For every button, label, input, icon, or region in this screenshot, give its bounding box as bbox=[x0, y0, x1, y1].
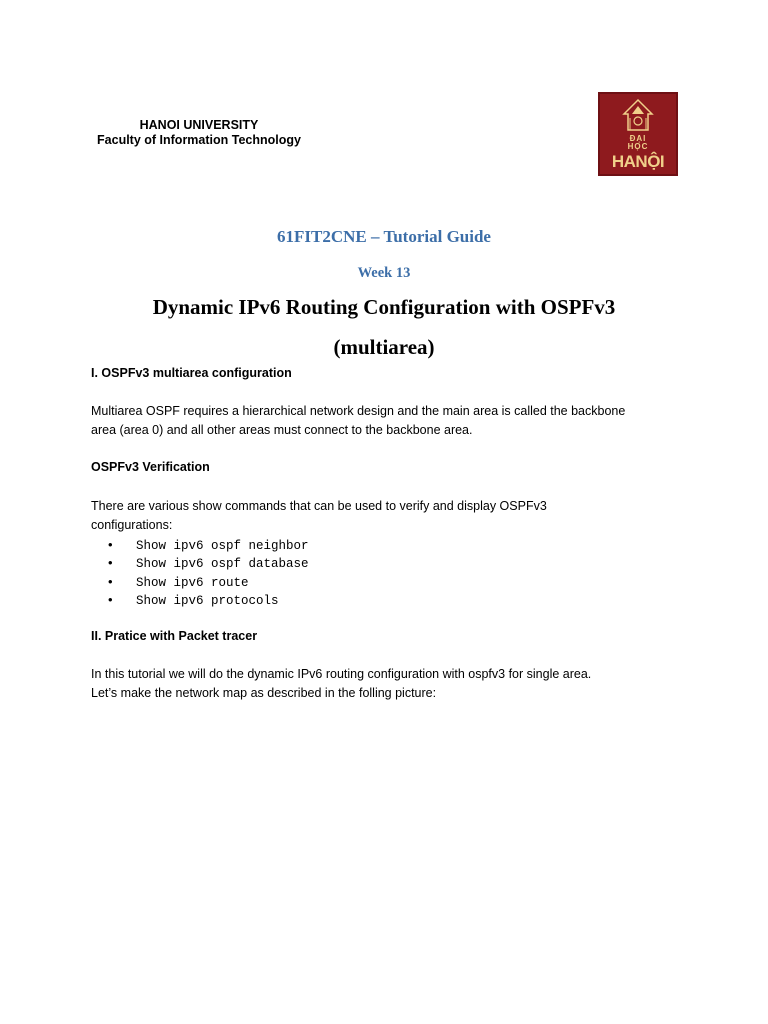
list-item bbox=[108, 554, 309, 572]
section-2-paragraph bbox=[91, 665, 691, 703]
institution-header bbox=[94, 118, 304, 148]
logo-text-dai: ĐẠI bbox=[629, 134, 647, 143]
bullet-icon: • bbox=[108, 537, 113, 552]
command-text: Show ipv6 ospf database bbox=[136, 557, 309, 572]
logo-text-hoc: HỌC bbox=[627, 142, 649, 151]
title-line-2: (multiarea) bbox=[333, 335, 435, 359]
logo-text-hanoi: HANỘI bbox=[611, 152, 665, 171]
list-item bbox=[108, 573, 309, 591]
paragraph-line: configurations: bbox=[91, 518, 173, 532]
command-list bbox=[108, 536, 309, 609]
section-1-paragraph bbox=[91, 402, 691, 440]
list-item bbox=[108, 536, 309, 554]
paragraph-line: Let’s make the network map as described in the folling picture: bbox=[91, 686, 437, 700]
section-2-heading: II. Pratice with Packet tracer bbox=[91, 629, 258, 643]
course-title: 61FIT2CNE – Tutorial Guide bbox=[277, 227, 491, 246]
verification-heading: OSPFv3 Verification bbox=[91, 460, 210, 474]
university-logo bbox=[598, 92, 678, 176]
bullet-icon: • bbox=[108, 591, 113, 607]
verification-paragraph bbox=[91, 497, 691, 535]
faculty-name: Faculty of Information Technology bbox=[97, 133, 301, 147]
command-text: Show ipv6 protocols bbox=[136, 593, 279, 608]
bullet-icon: • bbox=[108, 573, 113, 589]
list-item bbox=[108, 591, 309, 609]
week-label: Week 13 bbox=[357, 265, 411, 281]
university-name: HANOI UNIVERSITY bbox=[139, 118, 259, 132]
paragraph-line: Multiarea OSPF requires a hierarchical network design and the main area is called the backbone bbox=[91, 404, 626, 418]
paragraph-line: In this tutorial we will do the dynamic IPv6 routing configuration with ospfv3 for single area. bbox=[91, 667, 592, 681]
command-text: Show ipv6 route bbox=[136, 575, 249, 590]
paragraph-line: area (area 0) and all other areas must connect to the backbone area. bbox=[91, 423, 473, 437]
bullet-icon: • bbox=[108, 555, 113, 571]
document-title bbox=[0, 287, 768, 367]
command-text: Show ipv6 ospf neighbor bbox=[136, 539, 309, 553]
title-line-1: Dynamic IPv6 Routing Configuration with OSPFv3 bbox=[152, 295, 616, 319]
section-1-heading: I. OSPFv3 multiarea configuration bbox=[91, 366, 292, 380]
paragraph-line: There are various show commands that can be used to verify and display OSPFv3 bbox=[91, 499, 547, 513]
